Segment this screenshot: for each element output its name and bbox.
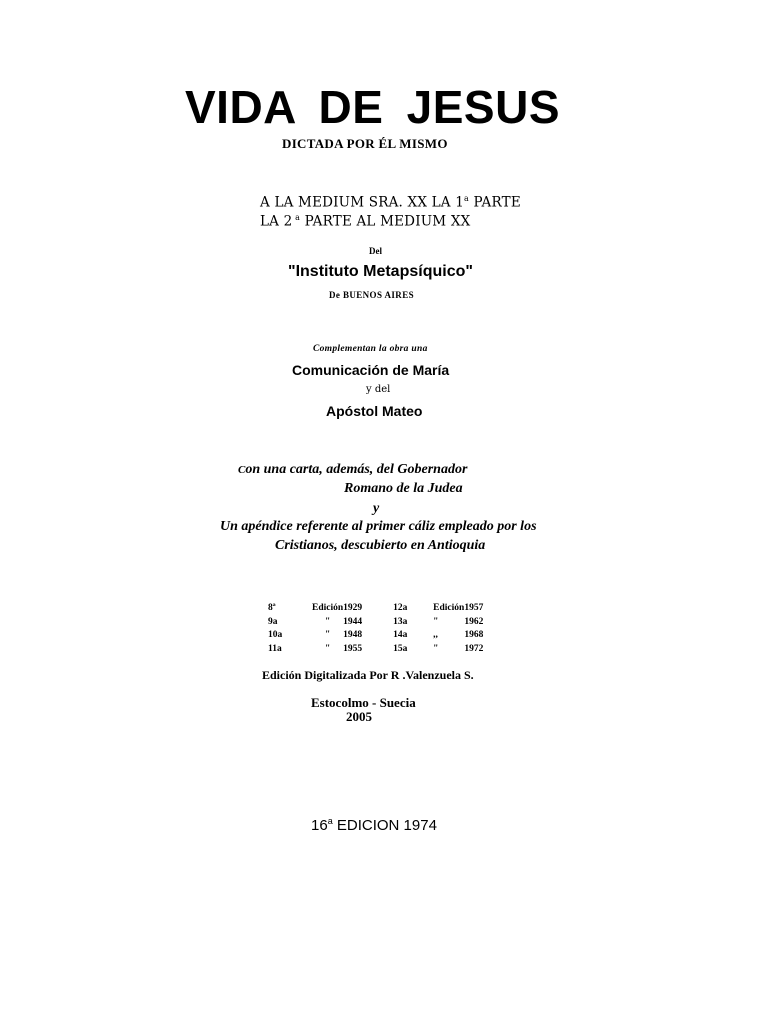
medium-line-2: LA 2 $^a$ PARTE AL MEDIUM XX — [260, 213, 471, 230]
edition-number: 11a — [268, 643, 282, 654]
edition-year: 1957 — [464, 603, 484, 613]
edition-year: 1955 — [343, 643, 363, 654]
institute-city: De BUENOS AIRES — [329, 290, 415, 300]
edition-number: 13a — [393, 616, 408, 627]
table-row — [262, 629, 494, 643]
edition-ditto: " — [324, 643, 331, 654]
edition-year: 1944 — [343, 616, 363, 627]
edition-ditto: " — [433, 643, 439, 654]
edition-year: 1962 — [464, 616, 484, 627]
letter-line-4: Un apéndice referente al primer cáliz empleado por los — [220, 519, 537, 534]
letter-line-5: Cristianos, descubierto en Antioquia — [275, 538, 486, 553]
edition-year: 1968 — [464, 630, 484, 640]
digitized-by: Edición Digitalizada Por R .Valenzuela S. — [262, 668, 474, 682]
complement-intro: Complementan la obra una — [313, 344, 428, 354]
edition-year: 1948 — [343, 630, 363, 640]
book-title: VIDA DE JESUS — [185, 81, 561, 133]
edition-year: 1972 — [464, 643, 484, 654]
digitized-year: 2005 — [346, 709, 372, 724]
complement-ydel: y del — [366, 384, 391, 395]
letter-line-1: Con una carta, además, del Gobernador — [238, 462, 468, 477]
edition-label: Edición — [433, 603, 465, 613]
edition-number: 12a — [393, 603, 408, 613]
edition-number: 10a — [268, 630, 283, 640]
edition-number: 15a — [393, 643, 408, 654]
del-label: Del — [369, 246, 382, 256]
edition-number: 9a — [268, 616, 278, 627]
edition-label: Edición — [312, 603, 344, 613]
table-row — [262, 616, 494, 630]
letter-line-2: Romano de la Judea — [344, 481, 463, 496]
edition-number: 8ª — [268, 603, 276, 613]
table-row — [262, 602, 494, 616]
complement-maria: Comunicación de María — [292, 362, 450, 378]
book-subtitle: DICTADA POR ÉL MISMO — [282, 136, 448, 151]
edition-ditto: ,, — [433, 630, 438, 640]
current-edition: 16$^a$ EDICION 1974 — [311, 816, 437, 834]
letter-line-3: y — [373, 501, 380, 516]
edition-ditto: " — [433, 616, 439, 627]
location: Estocolmo - Suecia — [311, 695, 416, 710]
edition-number: 14a — [393, 630, 408, 640]
editions-table — [262, 602, 494, 656]
edition-ditto: " — [324, 630, 331, 640]
table-row — [262, 643, 494, 657]
institute-name: "Instituto Metapsíquico" — [288, 263, 473, 280]
edition-year: 1929 — [343, 603, 363, 613]
complement-mateo: Apóstol Mateo — [326, 403, 423, 419]
medium-line-1: A LA MEDIUM SRA. XX LA 1$^a$ PARTE — [260, 194, 521, 211]
edition-ditto: " — [324, 616, 331, 627]
